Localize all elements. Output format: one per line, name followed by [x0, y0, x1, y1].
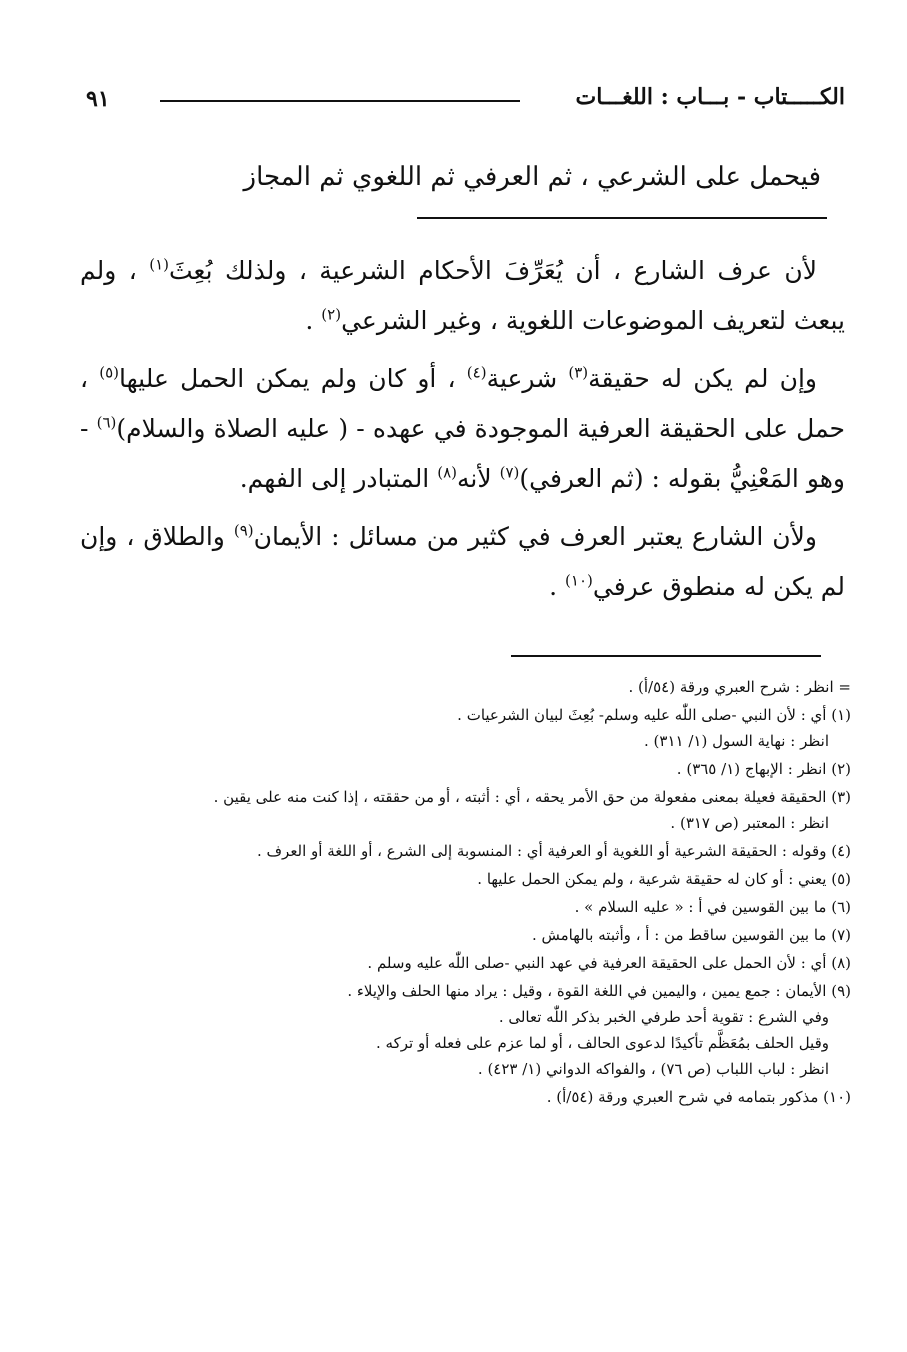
footnote-4: (٤) وقوله : الحقيقة الشرعية أو اللغوية أو العرفية أي : المنسوبة إلى الشرع ، أو اللغة أو العرف . [256, 842, 851, 860]
footnotes [80, 674, 851, 1112]
paragraph: وإن لم يكن له حقيقة$^{(٣)}$ شرعية$^{(٤)}$ ، أو كان ولم يمكن الحمل عليها$^{(٥)}$ ، حمل على الحقيقة العرفية الموجودة في عهده - ( عليه الصلاة والسلام)$^{(٦)}$ - وهو المَعْنِيُّ بقوله : (ثم العرفي)$^{(٧)}$ لأنه$^{(٨)}$ المتبادر إلى الفهم. [80, 363, 845, 493]
footnote-8: (٨) أي : لأن الحمل على الحقيقة العرفية في عهد النبي -صلى اللّٰه عليه وسلم . [367, 954, 851, 972]
commentary-body [80, 246, 845, 620]
footnote-6: (٦) ما بين القوسين في أ : « عليه السلام » . [574, 898, 851, 916]
footnote-5: (٥) يعني : أو كان له حقيقة شرعية ، ولم يمكن الحمل عليها . [477, 870, 851, 888]
footnote-9: (٩) الأيمان : جمع يمين ، واليمين في اللغة القوة ، وقيل : يراد منها الحلف والإيلاء . وفي الشرع : تقوية أحد طرفي الخبر بذكر اللّٰه تعالى . وقيل الحلف بمُعَظَّم تأكيدًا لدعوى الحالف ، أو لما عزم على فعله أو تركه . انظر : لباب اللباب (ص ٧٦) ، والفواكه الدواني (١/ ٤٢٣) . [347, 982, 851, 1078]
footnote-separator [511, 655, 821, 657]
footnote-7: (٧) ما بين القوسين ساقط من : أ ، وأثبته بالهامش . [531, 926, 851, 944]
footnote-2: (٢) انظر : الإبهاج (١/ ٣٦٥) . [676, 760, 851, 778]
footnote-continuation: = انظر : شرح العبري ورقة (٥٤/أ) . [628, 678, 851, 696]
footnote-1: (١) أي : لأن النبي -صلى اللّٰه عليه وسلم- بُعِثَ لبيان الشرعيات . انظر : نهاية السول (١/ ٣١١) . [457, 706, 851, 750]
paragraph: ولأن الشارع يعتبر العرف في كثير من مسائل : الأيمان$^{(٩)}$ والطلاق ، وإن لم يكن له منطوق عرفي$^{(١٠)}$ . [80, 521, 845, 601]
footnote-ref: (٦) [96, 413, 117, 432]
header-rule [160, 100, 520, 102]
matn-underline [417, 217, 827, 219]
footnote-ref: (٣) [568, 363, 589, 382]
footnote-ref: (٢) [321, 305, 342, 324]
footnote-ref: (١) [149, 255, 169, 274]
paragraph: لأن عرف الشارع ، أن يُعَرِّفَ الأحكام الشرعية ، ولذلك بُعِثَ$^{(١)}$ ، ولم يبعث لتعريف الموضوعات اللغوية ، وغير الشرعي$^{(٢)}$ . [80, 255, 845, 335]
footnote-10: (١٠) مذكور بتمامه في شرح العبري ورقة (٥٤/أ) . [546, 1088, 851, 1106]
footnote-ref: (٤) [466, 363, 487, 382]
footnote-3: (٣) الحقيقة فعيلة بمعنى مفعولة من حق الأمر يحقه ، أي : أثبته ، أو من حققته ، إذا كنت منه على يقين . انظر : المعتبر (ص ٣١٧) . [213, 788, 851, 832]
footnote-ref: (٧) [499, 463, 520, 482]
page-header [80, 78, 845, 118]
footnote-ref: (١٠) [565, 571, 593, 590]
footnote-ref: (٥) [99, 363, 120, 382]
page-number: ٩١ [86, 86, 110, 112]
footnote-ref: (٨) [437, 463, 457, 482]
footnote-ref: (٩) [233, 521, 254, 540]
matn-text: فيحمل على الشرعي ، ثم العرفي ثم اللغوي ثم المجاز [243, 162, 821, 192]
running-title: الكـــــتاب - بـــاب : اللغـــات [575, 84, 845, 110]
